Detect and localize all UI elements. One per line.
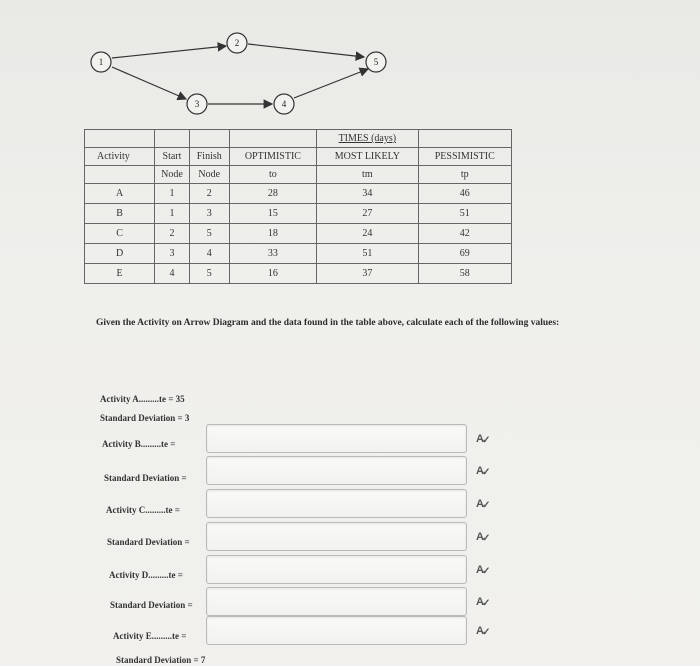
cell-start: 1 xyxy=(155,204,190,224)
header-blank-5 xyxy=(418,130,511,148)
spell-check-icon[interactable]: A ✓ xyxy=(476,596,491,609)
table-row-d xyxy=(85,244,512,264)
cell-to: 33 xyxy=(229,244,316,264)
activity-e-te-label: Activity E.........te = xyxy=(113,631,187,641)
header-finish: Finish xyxy=(189,148,229,166)
arrow-1-3 xyxy=(112,67,186,99)
cell-activity: A xyxy=(85,184,155,204)
svg-text:2: 2 xyxy=(234,38,240,48)
header-blank-6 xyxy=(85,166,155,184)
cell-tm: 51 xyxy=(317,244,418,264)
spell-check-icon[interactable]: A ✓ xyxy=(476,433,491,446)
header-blank-1 xyxy=(85,130,155,148)
diagram-node-1 xyxy=(91,52,111,72)
cell-start: 4 xyxy=(155,264,190,284)
cell-tp: 58 xyxy=(418,264,511,284)
header-blank-3 xyxy=(189,130,229,148)
activity-a-sd-label: Standard Deviation = 3 xyxy=(100,413,190,423)
table-header-row-1 xyxy=(85,130,512,148)
cell-tm: 34 xyxy=(317,184,418,204)
cell-finish: 3 xyxy=(189,204,229,224)
cell-to: 15 xyxy=(229,204,316,224)
instruction-text: Given the Activity on Arrow Diagram and the data found in the table above, calculate each of the following values: xyxy=(96,318,560,328)
table-header-row-2 xyxy=(85,148,512,166)
cell-activity: C xyxy=(85,224,155,244)
header-tm-symbol: tm xyxy=(317,166,418,184)
activity-on-arrow-diagram xyxy=(0,0,700,130)
cell-activity: D xyxy=(85,244,155,264)
activity-c-te-label: Activity C.........te = xyxy=(106,505,180,515)
cell-finish: 5 xyxy=(189,264,229,284)
times-title-text: TIMES (days) xyxy=(338,133,397,144)
table-header-row-3 xyxy=(85,166,512,184)
cell-finish: 5 xyxy=(189,224,229,244)
cell-finish: 2 xyxy=(189,184,229,204)
table-row-c xyxy=(85,224,512,244)
arrow-4-5 xyxy=(294,69,368,98)
spell-check-icon[interactable]: A ✓ xyxy=(476,498,491,511)
svg-text:4: 4 xyxy=(281,99,287,109)
table-row-e xyxy=(85,264,512,284)
activity-b-te-label: Activity B.........te = xyxy=(102,439,176,449)
cell-tm: 37 xyxy=(317,264,418,284)
svg-text:1: 1 xyxy=(98,57,104,67)
diagram-node-5 xyxy=(366,52,386,72)
cell-tp: 69 xyxy=(418,244,511,264)
svg-text:5: 5 xyxy=(373,57,379,67)
activity-d-te-input[interactable] xyxy=(206,555,467,584)
cell-start: 1 xyxy=(155,184,190,204)
header-start: Start xyxy=(155,148,190,166)
header-optimistic: OPTIMISTIC xyxy=(229,148,316,166)
header-start-node: Node xyxy=(155,166,190,184)
table-row-b xyxy=(85,204,512,224)
cell-tp: 42 xyxy=(418,224,511,244)
cell-to: 28 xyxy=(229,184,316,204)
times-title xyxy=(317,130,418,148)
activity-d-sd-label: Standard Deviation = xyxy=(110,600,193,610)
cell-activity: B xyxy=(85,204,155,224)
activity-d-te-label: Activity D.........te = xyxy=(109,570,183,580)
spell-check-icon[interactable]: A ✓ xyxy=(476,564,491,577)
activity-e-sd-label: Standard Deviation = 7 xyxy=(116,655,206,665)
diagram-node-4 xyxy=(274,94,294,114)
cell-activity: E xyxy=(85,264,155,284)
cell-start: 3 xyxy=(155,244,190,264)
activity-e-te-input[interactable] xyxy=(206,616,467,645)
spell-check-icon[interactable]: A ✓ xyxy=(476,531,491,544)
header-finish-node: Node xyxy=(189,166,229,184)
svg-text:3: 3 xyxy=(194,99,200,109)
activity-c-sd-label: Standard Deviation = xyxy=(107,537,190,547)
header-blank-2 xyxy=(155,130,190,148)
activity-b-sd-input[interactable] xyxy=(206,456,467,485)
header-tp-symbol: tp xyxy=(418,166,511,184)
cell-tp: 51 xyxy=(418,204,511,224)
header-to-symbol: to xyxy=(229,166,316,184)
activity-times-table xyxy=(84,129,512,284)
spell-check-icon[interactable]: A ✓ xyxy=(476,625,491,638)
cell-tp: 46 xyxy=(418,184,511,204)
activity-d-sd-input[interactable] xyxy=(206,587,467,616)
activity-a-te-label: Activity A.........te = 35 xyxy=(100,394,185,404)
arrow-1-2 xyxy=(112,46,226,58)
cell-finish: 4 xyxy=(189,244,229,264)
cell-start: 2 xyxy=(155,224,190,244)
header-blank-4 xyxy=(229,130,316,148)
diagram-node-2 xyxy=(227,33,247,53)
header-pessimistic: PESSIMISTIC xyxy=(418,148,511,166)
activity-c-sd-input[interactable] xyxy=(206,522,467,551)
spell-check-icon[interactable]: A ✓ xyxy=(476,465,491,478)
table-row-a xyxy=(85,184,512,204)
header-most-likely: MOST LIKELY xyxy=(317,148,418,166)
arrow-2-5 xyxy=(248,44,364,57)
activity-b-te-input[interactable] xyxy=(206,424,467,453)
cell-tm: 27 xyxy=(317,204,418,224)
header-activity: Activity xyxy=(85,148,155,166)
cell-to: 18 xyxy=(229,224,316,244)
activity-c-te-input[interactable] xyxy=(206,489,467,518)
cell-tm: 24 xyxy=(317,224,418,244)
cell-to: 16 xyxy=(229,264,316,284)
activity-b-sd-label: Standard Deviation = xyxy=(104,473,187,483)
diagram-node-3 xyxy=(187,94,207,114)
